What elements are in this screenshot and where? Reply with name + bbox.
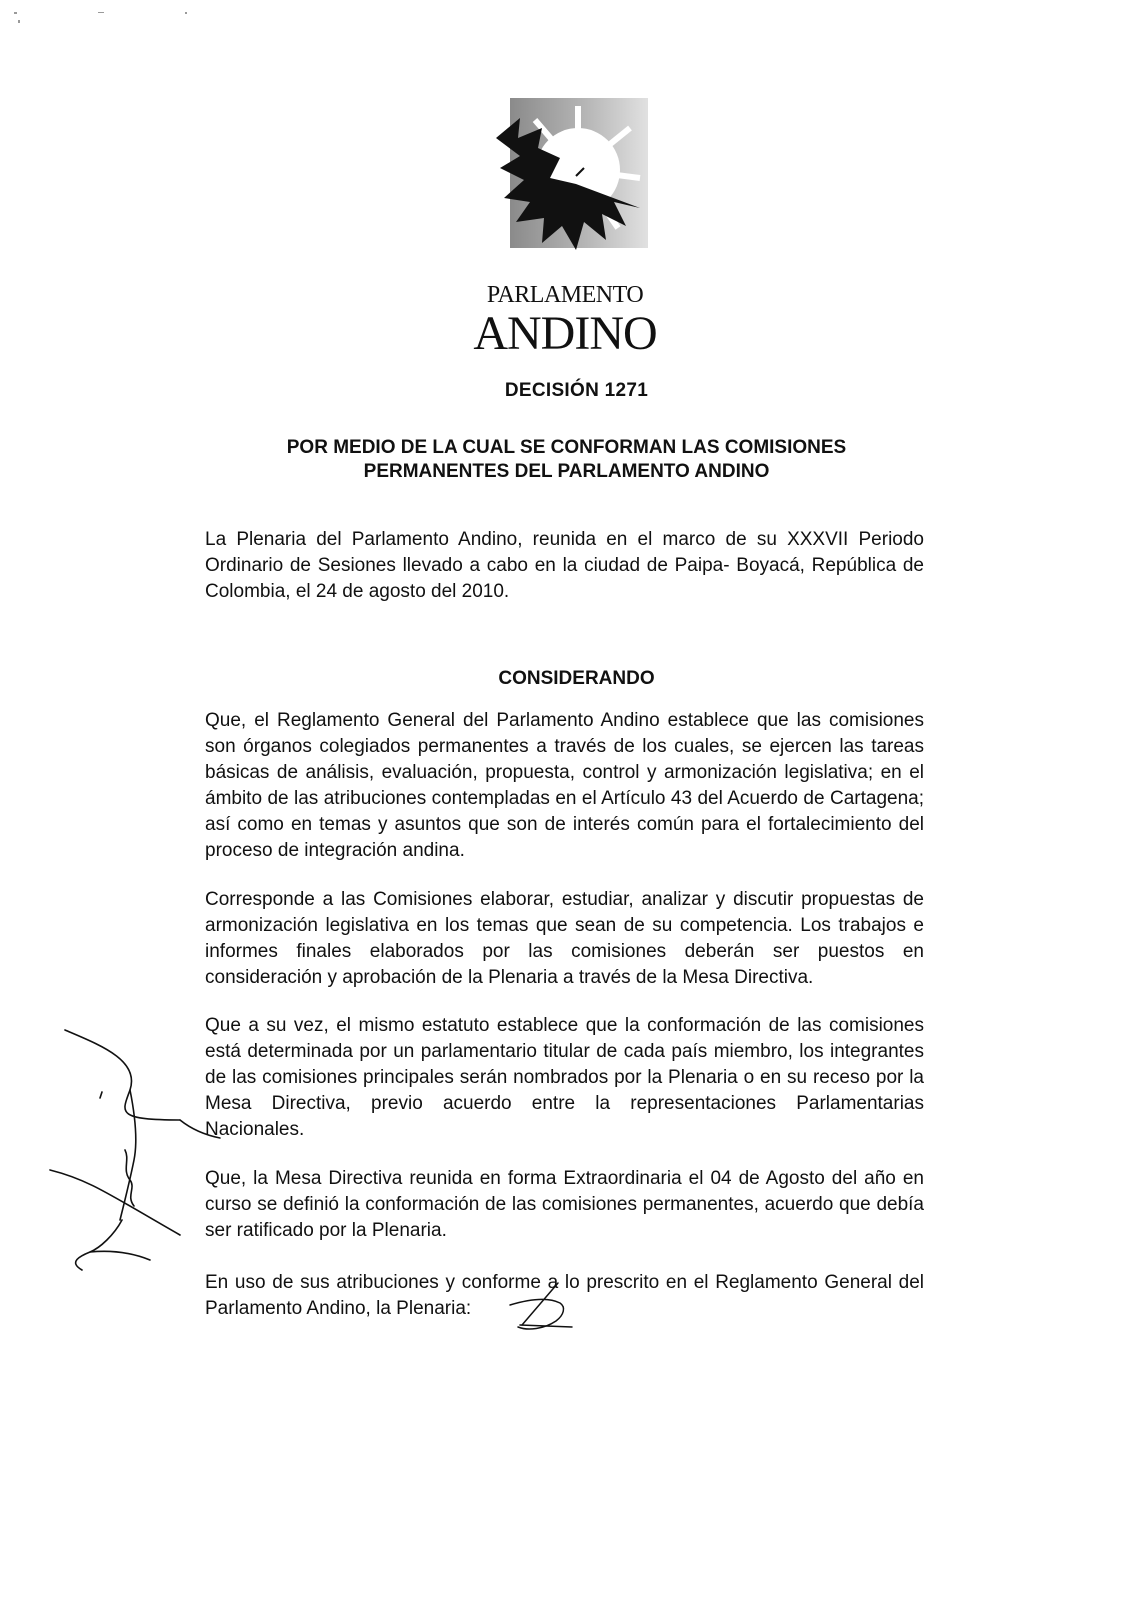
considerando-paragraph: En uso de sus atribuciones y conforme a lo prescrito en el Reglamento General del Parlamento Andino, la Plenaria:	[205, 1272, 924, 1319]
handwritten-initials-icon	[500, 1275, 590, 1345]
scan-speck	[14, 12, 17, 14]
decision-heading	[160, 436, 973, 484]
considerando-paragraph: Corresponde a las Comisiones elaborar, estudiar, analizar y discutir propuestas de armonización legislativa en los temas que sean de su competencia. Los trabajos e informes finales elaborados por las comisiones deberán ser puestos en consideración y aprobación de la Plenaria a través de la Mesa Directiva.	[205, 889, 924, 988]
intro-paragraph: La Plenaria del Parlamento Andino, reunida en el marco de su XXXVII Periodo Ordinario de Sesiones llevado a cabo en la ciudad de Paipa- Boyacá, República de Colombia, el 24 de agosto del 2010.	[205, 529, 924, 602]
considerando-paragraph: Que, el Reglamento General del Parlamento Andino establece que las comisiones son órganos colegiados permanentes a través de los cuales, se ejercen las tareas básicas de análisis, evaluación, propuesta, control y armonización legislativa; en el ámbito de las atribuciones contempladas en el Artículo 43 del Acuerdo de Cartagena; así como en temas y asuntos que son de interés común para el fortalecimiento del proceso de integración andina.	[205, 710, 924, 861]
considerando-paragraph: Que, la Mesa Directiva reunida en forma Extraordinaria el 04 de Agosto del año en curso se definió la conformación de las comisiones permanentes, acuerdo que debía ser ratificado por la Plenaria.	[205, 1168, 924, 1241]
handwritten-signature-icon	[30, 1020, 230, 1300]
scan-speck	[185, 12, 187, 14]
decision-title: DECISIÓN 1271	[504, 380, 649, 401]
scan-speck	[98, 12, 104, 13]
scan-speck	[18, 20, 20, 23]
considerando-heading: CONSIDERANDO	[498, 668, 655, 689]
considerando-paragraph: Que a su vez, el mismo estatuto establece que la conformación de las comisiones está determinada por un parlamentario titular de cada país miembro, los integrantes de las comisiones principales serán nombrados por la Plenaria o en su receso por la Mesa Directiva, previo acuerdo entre la representaciones Parlamentarias Nacionales.	[205, 1015, 924, 1140]
parlamento-andino-sun-emblem-icon	[490, 98, 650, 258]
decision-heading-line2: PERMANENTES DEL PARLAMENTO ANDINO	[363, 461, 770, 482]
decision-heading-line1: POR MEDIO DE LA CUAL SE CONFORMAN LAS COMISIONES	[286, 437, 847, 458]
org-name-line1: PARLAMENTO	[486, 282, 644, 308]
org-name-line2: ANDINO	[473, 307, 657, 360]
